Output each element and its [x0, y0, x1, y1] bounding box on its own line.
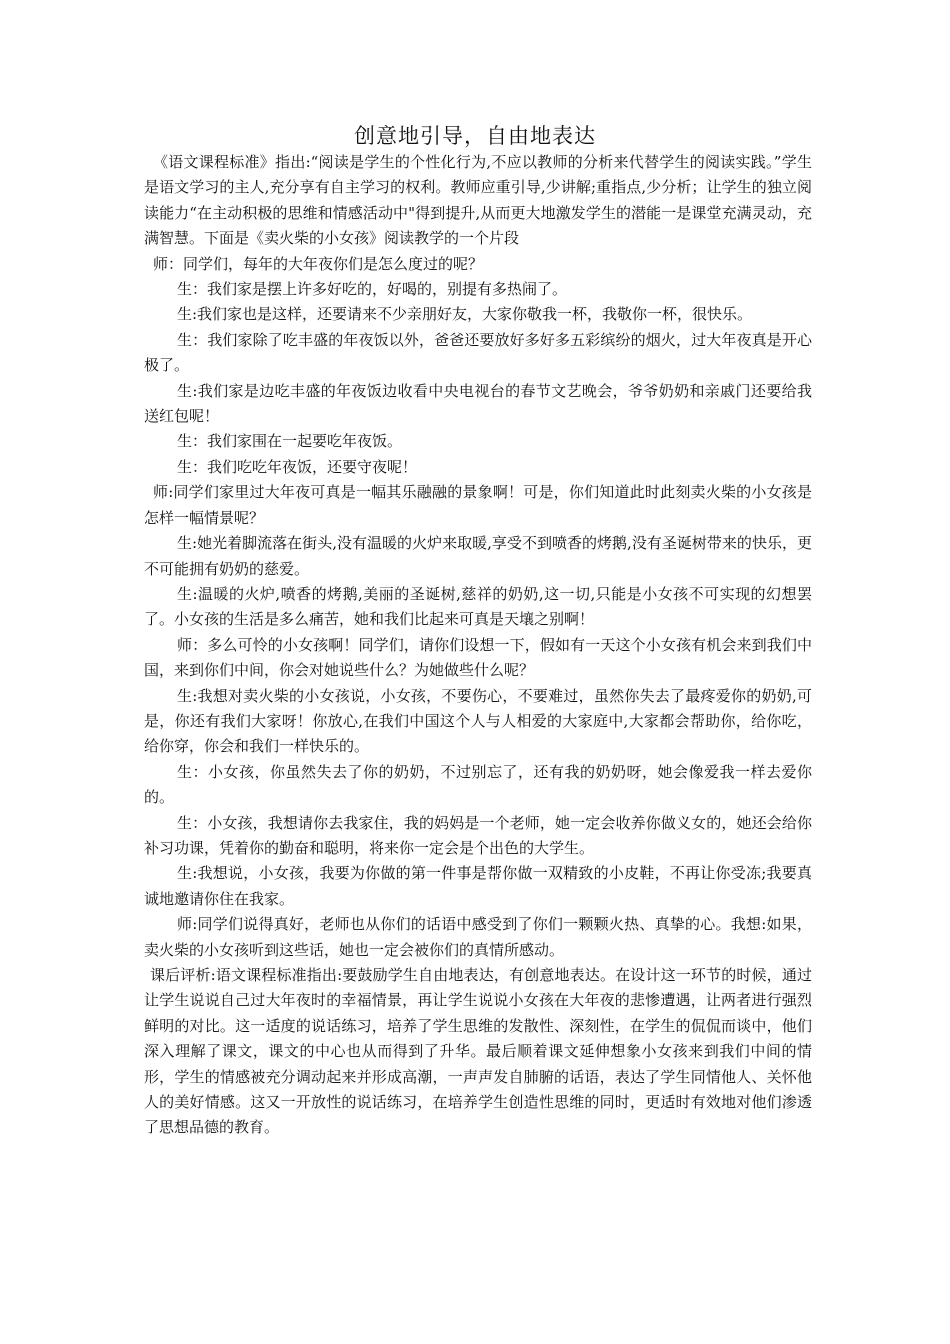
- dialogue-paragraph: 师：同学们，每年的大年夜你们是怎么度过的呢？: [153, 254, 484, 273]
- dialogue-paragraph: 生:我想对卖火柴的小女孩说，小女孩，不要伤心，不要难过，虽然你失去了最疼爱你的奶奶,可是，你还有我们大家呀！你放心,在我们中国这个人与人相爱的大家庭中,大家都会帮助你，给你吃，给你穿，你会和我们一样快乐的。: [144, 686, 812, 756]
- dialogue-paragraph: 生:我们家也是这样，还要请来不少亲朋好友，大家你敬我一杯，我敬你一杯，很快乐。: [177, 305, 753, 324]
- dialogue-paragraph: 生:温暖的火炉,喷香的烤鹅,美丽的圣诞树,慈祥的奶奶,这一切,只能是小女孩不可实现的幻想罢了。小女孩的生活是多么痛苦，她和我们比起来可真是天壤之别啊！: [144, 584, 812, 629]
- dialogue-paragraph: 生：我们家是摆上许多好吃的，好喝的，别提有多热闹了。: [177, 280, 568, 299]
- dialogue-paragraph: 生：我们家除了吃丰盛的年夜饭以外，爸爸还要放好多好多五彩缤纷的烟火，过大年夜真是开心极了。: [144, 330, 812, 375]
- dialogue-paragraph: 生:我们家是边吃丰盛的年夜饭边收看中央电视台的春节文艺晚会，爷爷奶奶和亲戚门还要给我送红包呢！: [144, 381, 812, 426]
- intro-paragraph: 《语文课程标准》指出:“阅读是学生的个性化行为,不应以教师的分析来代替学生的阅读实践。”学生是语文学习的主人,充分享有自主学习的权利。教师应重引导,少讲解;重指点,少分析；让学生的独立阅读能力“在主动积极的思维和情感活动中"得到提升,从而更大地激发学生的潜能一是课堂充满灵动，充满智慧。下面是《卖火柴的小女孩》阅读教学的一个片段: [144, 153, 812, 248]
- dialogue-paragraph: 师:同学们说得真好，老师也从你们的话语中感受到了你们一颗颗火热、真挚的心。我想:如果，卖火柴的小女孩听到这些话，她也一定会被你们的真情所感动。: [144, 915, 812, 959]
- dialogue-paragraph: 师：多么可怜的小女孩啊！同学们，请你们设想一下，假如有一天这个小女孩有机会来到我们中国，来到你们中间，你会对她说些什么？为她做些什么呢？: [144, 635, 812, 680]
- document-title: 创意地引导，自由地表达: [354, 124, 596, 148]
- dialogue-paragraph: 生：我们家围在一起要吃年夜饭。: [177, 432, 403, 451]
- commentary-paragraph: 课后评析:语文课程标准指出:要鼓励学生自由地表达，有创意地表达。在设计这一环节的时候，通过让学生说说自己过大年夜时的幸福情景，再让学生说说小女孩在大年夜的悲惨遭遇，让两者进行强烈鲜明的对比。这一适度的说话练习，培养了学生思维的发散性、深刻性，在学生的侃侃而谈中，他们深入理解了课文，课文的中心也从而得到了升华。最后顺着课文延伸想象小女孩来到我们中间的情形，学生的情感被充分调动起来并形成高潮，一声声发自肺腑的话语，表达了学生同情他人、关怀他人的美好情感。这又一开放性的说话练习，在培养学生创造性思维的同时，更适时有效地对他们渗透了思想品德的教育。: [144, 966, 812, 1137]
- dialogue-paragraph: 生：我们吃吃年夜饭，还要守夜呢！: [177, 457, 418, 476]
- document-body: [144, 150, 812, 1141]
- dialogue-paragraph: 生:她光着脚流落在街头,没有温暖的火炉来取暖,享受不到喷香的烤鹅,没有圣诞树带来的快乐，更不可能拥有奶奶的慈爱。: [144, 534, 812, 578]
- dialogue-paragraph: 生：小女孩，你虽然失去了你的奶奶，不过别忘了，还有我的奶奶呀，她会像爱我一样去爱你的。: [144, 762, 812, 807]
- dialogue-paragraph: 生：小女孩，我想请你去我家住，我的妈妈是一个老师，她一定会收养你做义女的，她还会给你补习功课，凭着你的勤奋和聪明，将来你一定会是个出色的大学生。: [144, 813, 812, 857]
- dialogue-paragraph: 师:同学们家里过大年夜可真是一幅其乐融融的景象啊！可是，你们知道此时此刻卖火柴的小女孩是怎样一幅情景呢？: [144, 483, 812, 527]
- dialogue-paragraph: 生:我想说，小女孩，我要为你做的第一件事是帮你做一双精致的小皮鞋，不再让你受冻;我要真诚地邀请你住在我家。: [144, 864, 812, 908]
